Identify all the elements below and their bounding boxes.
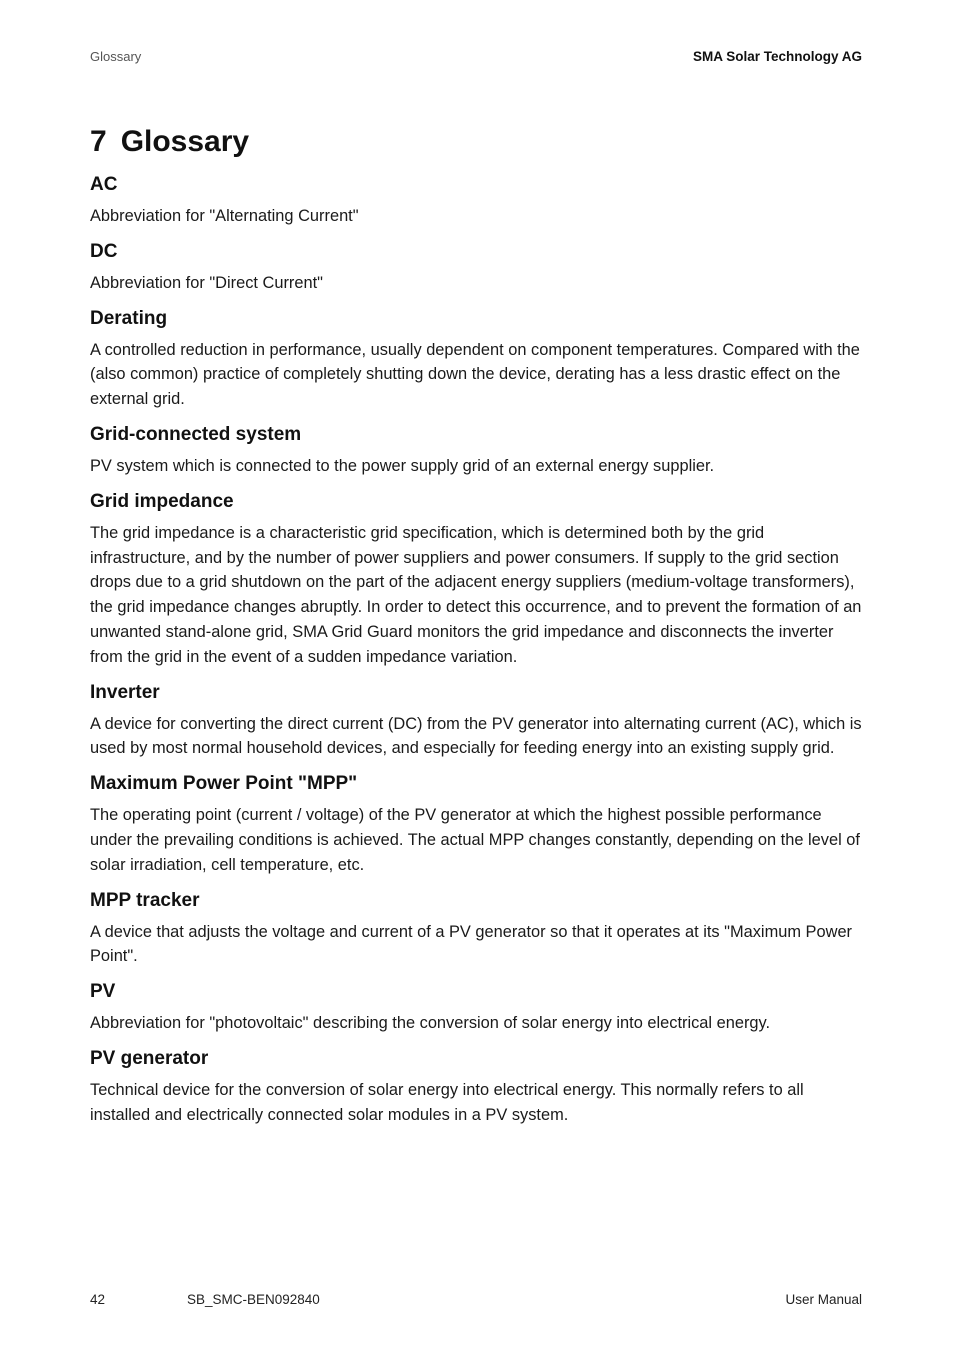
glossary-term: Grid-connected system xyxy=(90,423,302,445)
glossary-definition: PV system which is connected to the power supply grid of an external energy supplier. xyxy=(90,456,715,475)
glossary-term: Grid impedance xyxy=(90,490,234,512)
glossary-definition: Technical device for the conversion of solar energy into electrical energy. This normally refers to all installed and electrically connected solar modules in a PV system. xyxy=(90,1080,804,1124)
glossary-definition: Abbreviation for "Alternating Current" xyxy=(90,207,359,225)
chapter-title xyxy=(90,122,865,162)
glossary-definition: The operating point (current / voltage) of the PV generator at which the highest possible performance under the prevailing conditions is achieved. The actual MPP changes constantly, depending on the level of solar irradiation, cell temperature, etc. xyxy=(90,806,860,874)
glossary-term: AC xyxy=(90,174,118,195)
chapter-number: 7 xyxy=(90,125,107,158)
glossary-entry-dc xyxy=(90,239,865,296)
glossary-term: PV generator xyxy=(90,1047,209,1069)
running-header-company: SMA Solar Technology AG xyxy=(692,49,862,64)
chapter-title-text: Glossary xyxy=(120,125,250,158)
glossary-definition: A controlled reduction in performance, usually dependent on component temperatures. Compared with the (also common) practice of completely shutting down the device, derating has a less drastic effect on the external grid. xyxy=(90,340,860,409)
glossary-entry-mpp xyxy=(90,771,865,877)
glossary-term: Maximum Power Point "MPP" xyxy=(90,773,358,795)
glossary-definition: A device for converting the direct current (DC) from the PV generator into alternating current (AC), which is used by most normal household devices, and especially for feeding energy into an existing supply grid. xyxy=(90,714,862,758)
page-number: 42 xyxy=(90,1292,106,1307)
glossary-entry-derating xyxy=(90,306,865,412)
glossary-definition: Abbreviation for "Direct Current" xyxy=(90,273,323,292)
glossary-entry-pv xyxy=(90,979,865,1036)
glossary-term: Derating xyxy=(90,307,168,329)
glossary-entry-ac xyxy=(90,172,865,229)
running-header-section: Glossary xyxy=(90,49,142,64)
glossary-definition: Abbreviation for "photovoltaic" describing the conversion of solar energy into electrical energy. xyxy=(90,1014,771,1033)
glossary-entry-mpp-tracker xyxy=(90,888,865,970)
glossary-entry-grid-impedance xyxy=(90,489,865,670)
glossary-term: MPP tracker xyxy=(90,889,200,911)
glossary-term: PV xyxy=(90,981,116,1003)
glossary-definition: A device that adjusts the voltage and current of a PV generator so that it operates at its "Maximum Power Point". xyxy=(90,922,853,966)
glossary-term: Inverter xyxy=(90,681,160,703)
glossary-entry-grid-connected-system xyxy=(90,422,865,479)
document-type: User Manual xyxy=(785,1292,862,1307)
glossary-definition: The grid impedance is a characteristic grid specification, which is determined both by the grid infrastructure, and by the number of power suppliers and power consumers. If supply to the grid section drops due to a grid shutdown on the part of the adjacent energy suppliers (medium-voltage transformers), the grid impedance changes abruptly. In order to detect this occurrence, and to prevent the formation of an unwanted stand-alone grid, SMA Grid Guard monitors the grid impedance and disconnects the inverter from the grid in the event of a sudden impedance variation. xyxy=(90,523,862,666)
glossary-entry-inverter xyxy=(90,680,865,762)
document-code: SB_SMC-BEN092840 xyxy=(187,1292,320,1307)
glossary-content xyxy=(90,122,865,1138)
glossary-term: DC xyxy=(90,240,118,262)
glossary-entry-pv-generator xyxy=(90,1046,865,1128)
